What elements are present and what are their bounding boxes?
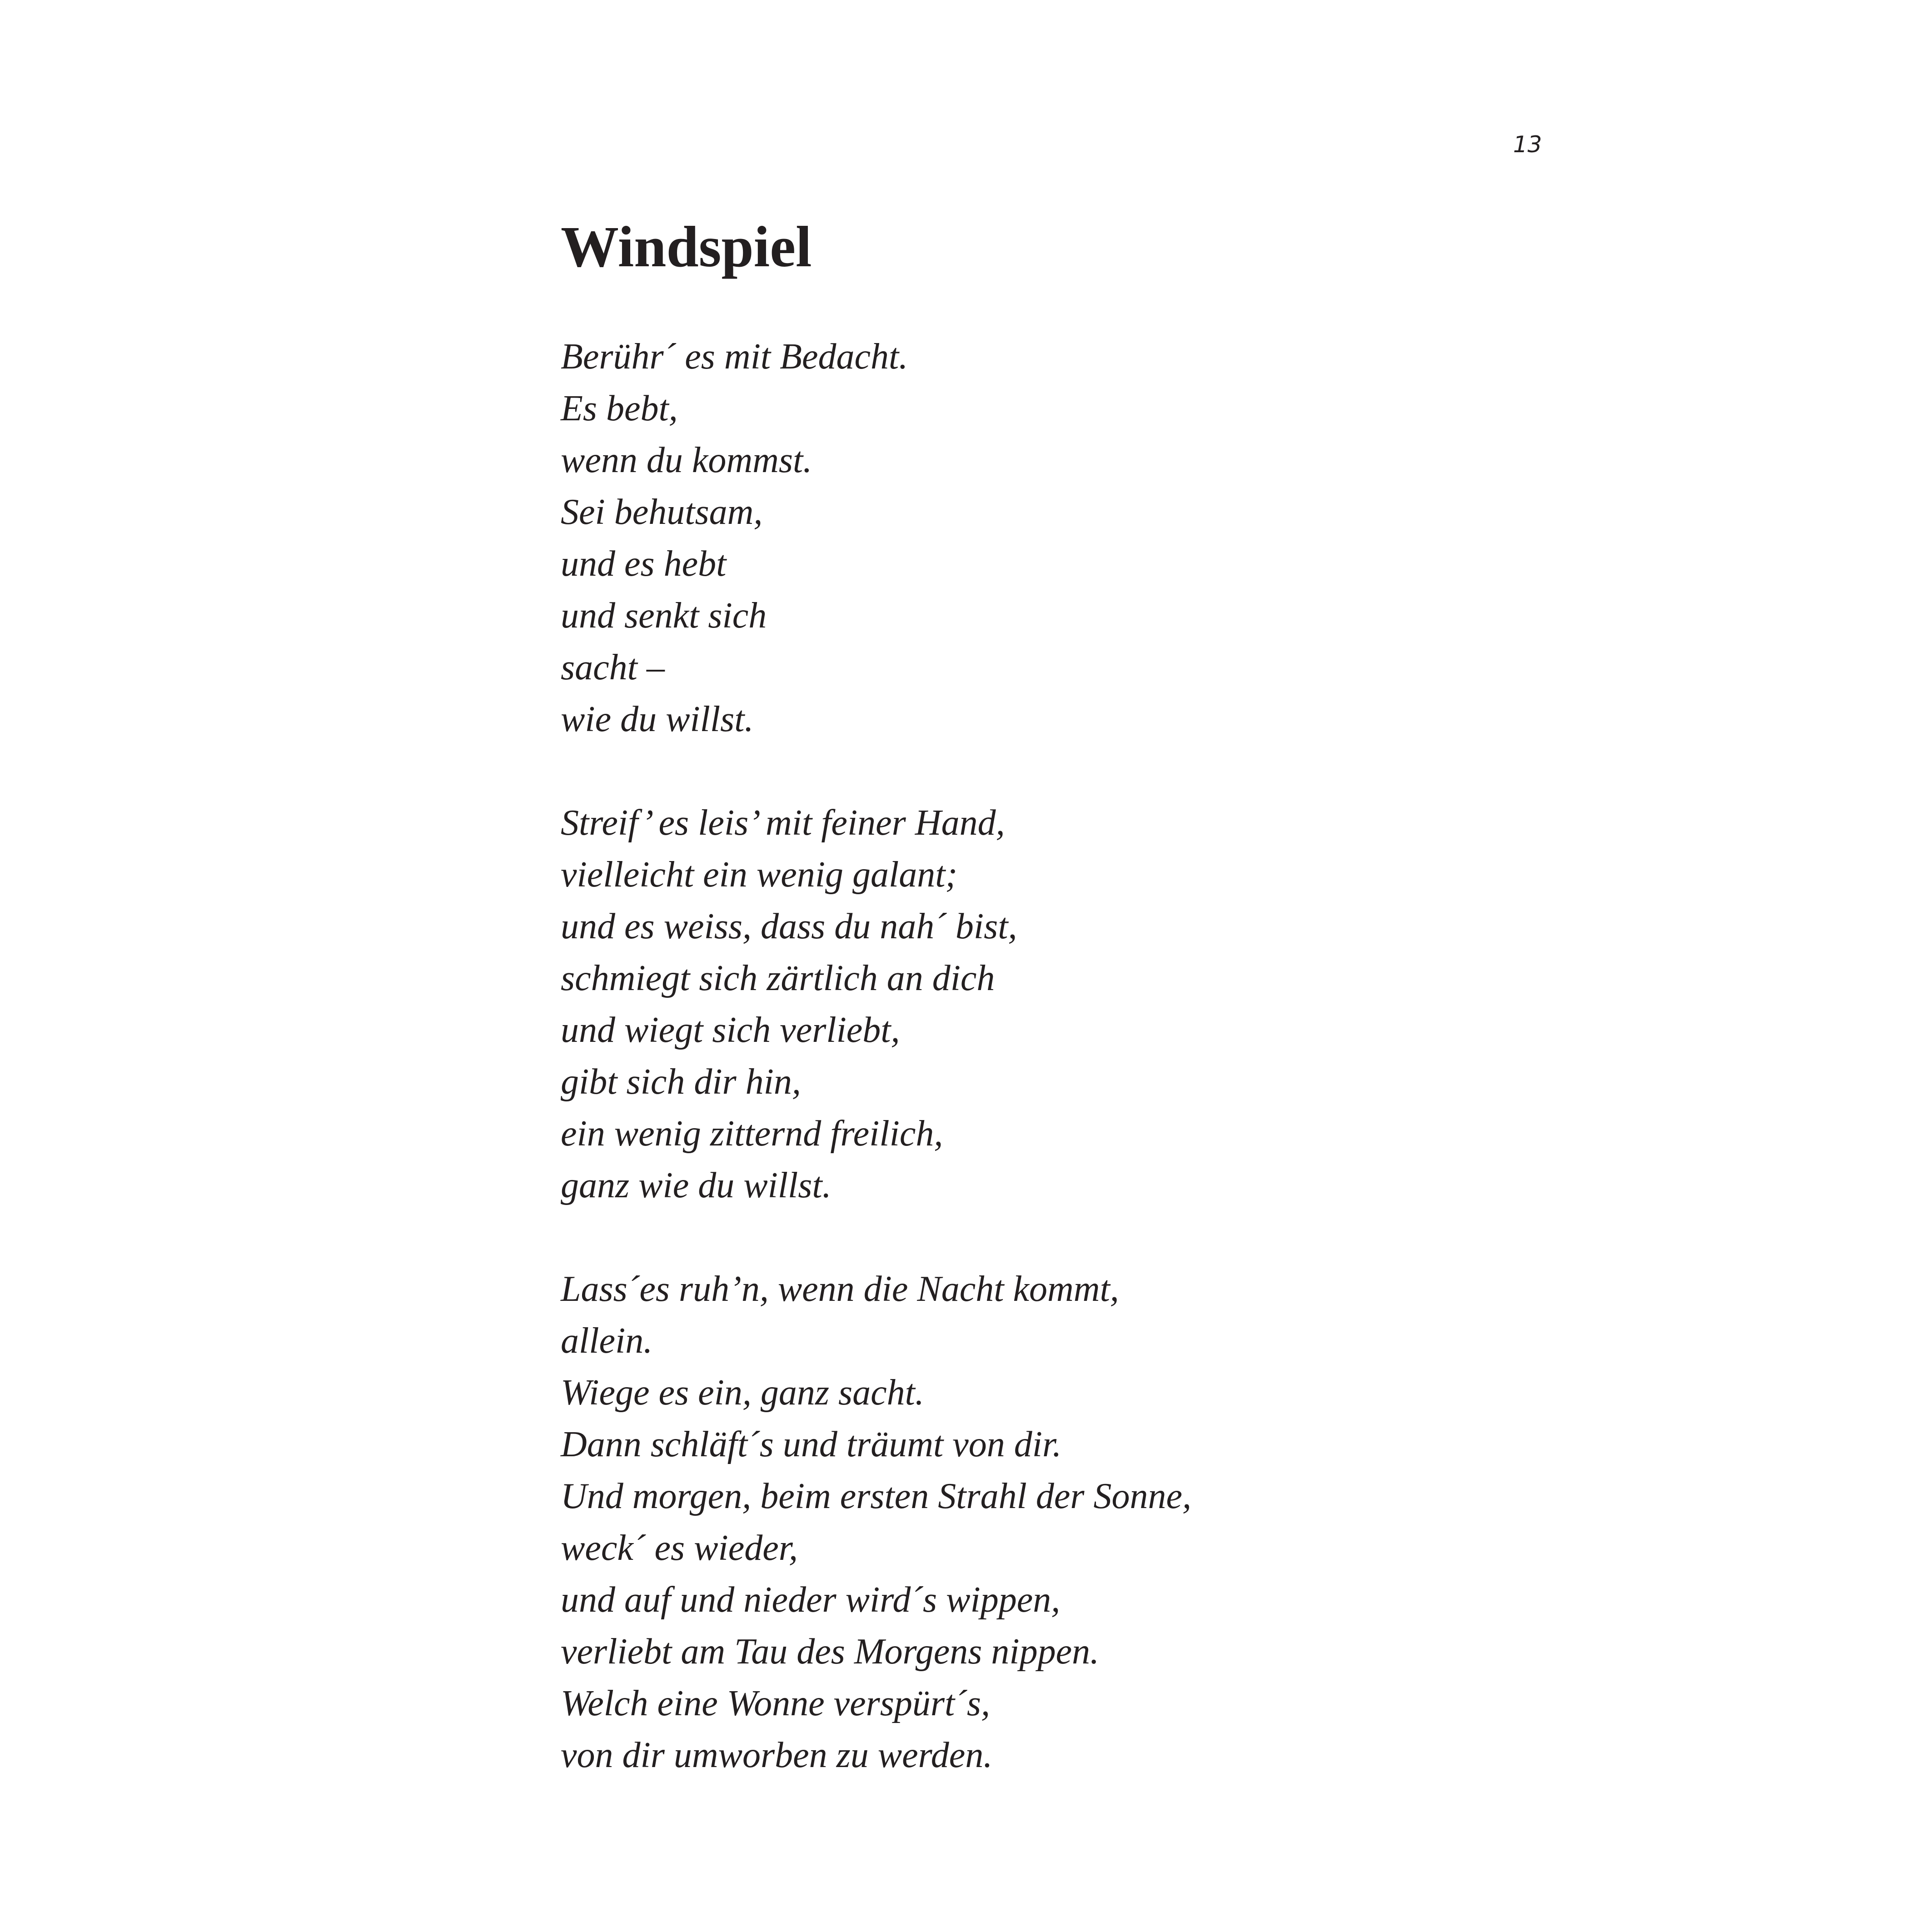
- poem-line: und auf und nieder wird´s wippen,: [561, 1580, 1061, 1620]
- poem-line: und wiegt sich verliebt,: [561, 1010, 900, 1050]
- poem-line: Dann schläft´s und träumt von dir.: [561, 1424, 1062, 1464]
- poem-line: Streif’ es leis’ mit feiner Hand,: [561, 803, 1005, 843]
- stanza-3: [561, 1263, 1515, 1781]
- poem-line: wie du willst.: [561, 699, 754, 739]
- poem-line: wenn du kommst.: [561, 440, 812, 480]
- poem-line: schmiegt sich zärtlich an dich: [561, 958, 995, 998]
- poem-line: Es bebt,: [561, 388, 678, 428]
- poem-line: und es hebt: [561, 544, 727, 584]
- poem-line: Und morgen, beim ersten Strahl der Sonne,: [561, 1476, 1191, 1516]
- stanza-2: [561, 797, 1515, 1211]
- poem-line: sacht –: [561, 647, 665, 687]
- poem-line: Wiege es ein, ganz sacht.: [561, 1373, 924, 1413]
- poem-line: vielleicht ein wenig galant;: [561, 855, 958, 895]
- poem-line: ein wenig zitternd freilich,: [561, 1114, 943, 1154]
- stanza-1: [561, 331, 1515, 745]
- poem-line: verliebt am Tau des Morgens nippen.: [561, 1632, 1100, 1672]
- poem-line: von dir umworben zu werden.: [561, 1735, 993, 1775]
- poem-line: Berühr´ es mit Bedacht.: [561, 337, 908, 377]
- poem-line: allein.: [561, 1321, 653, 1361]
- poem-line: Welch eine Wonne verspürt´s,: [561, 1683, 990, 1723]
- poem-line: Sei behutsam,: [561, 492, 763, 532]
- poem-body: [561, 331, 1515, 1781]
- poem-line: Lass´es ruh’n, wenn die Nacht kommt,: [561, 1269, 1119, 1309]
- poem-line: und senkt sich: [561, 596, 767, 636]
- poem-title: Windspiel: [561, 214, 812, 279]
- poem-line: gibt sich dir hin,: [561, 1062, 801, 1102]
- poem-line: weck´ es wieder,: [561, 1528, 798, 1568]
- poem-line: ganz wie du willst.: [561, 1165, 832, 1205]
- page-number: 13: [1513, 131, 1542, 158]
- poem-line: und es weiss, dass du nah´ bist,: [561, 906, 1017, 946]
